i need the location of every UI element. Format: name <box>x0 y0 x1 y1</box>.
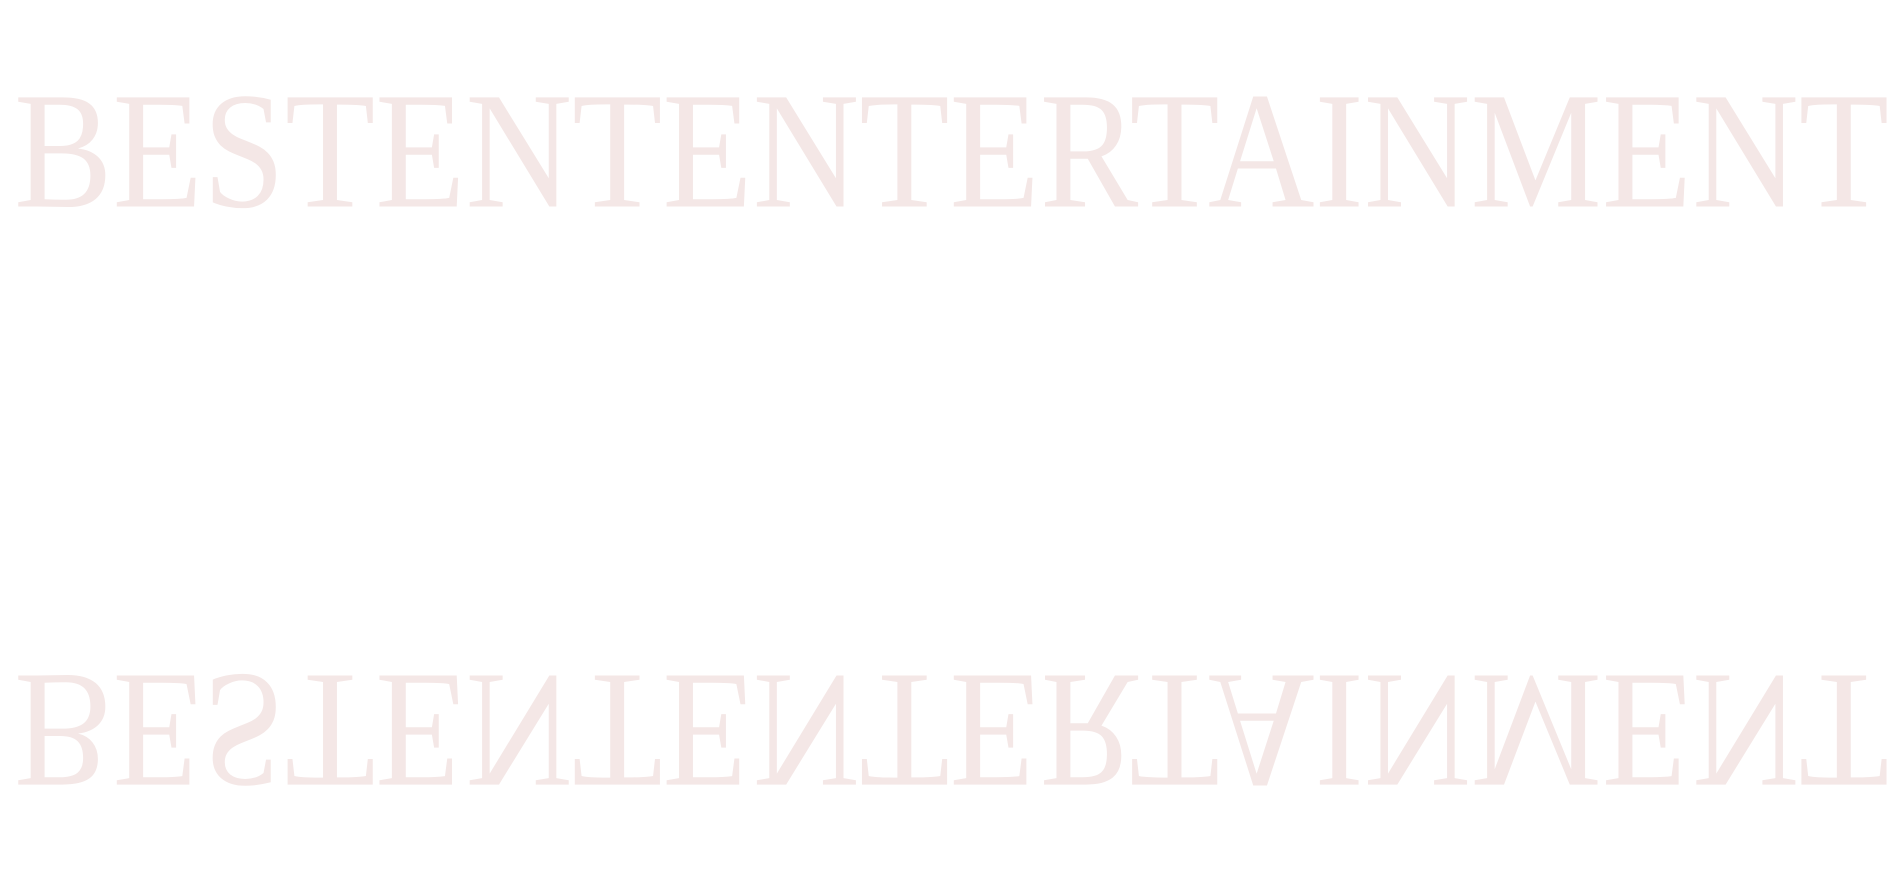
banner-reflection-text: BESTENTENTERTAINMENT <box>14 638 1889 824</box>
banner-text: BESTENTENTERTAINMENT <box>14 58 1889 244</box>
